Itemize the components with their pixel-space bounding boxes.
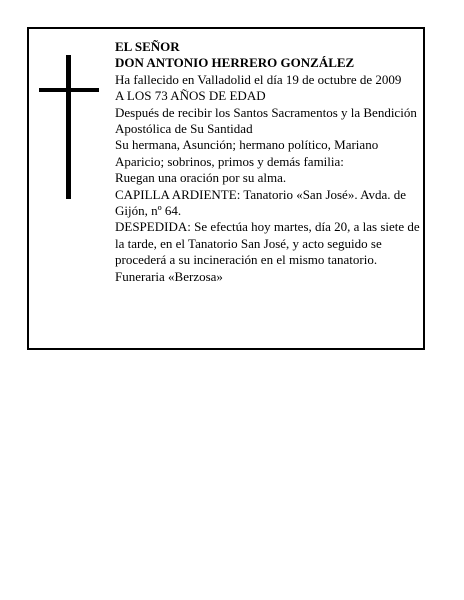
prayer-text: Ruegan una oración por su alma. [115,170,287,186]
notice-title: EL SEÑOR [115,39,180,54]
family-text: Su hermana, Asunción; hermano político, Mariano Aparicio; sobrinos, primos y demás familia: [115,137,379,169]
cross-vertical-bar [66,55,71,199]
funeral-home: Funeraria «Berzosa» [115,268,223,284]
deceased-name: DON ANTONIO HERRERO GONZÁLEZ [115,55,355,71]
age-line: A LOS 73 AÑOS DE EDAD [115,88,266,104]
chapel-text: CAPILLA ARDIENTE: Tanatorio «San José». Avda. de Gijón, nº 64. [115,186,407,219]
cross-horizontal-bar [39,88,99,92]
latin-cross-icon [39,55,99,199]
sacraments-text: Después de recibir los Santos Sacramentos y la Bendición Apostólica de Su Santidad [115,104,417,137]
obituary-notice [27,27,425,350]
notice-text [115,39,427,285]
farewell-text: DESPEDIDA: Se efectúa hoy martes, día 20, a las siete de la tarde, en el Tanatorio San José, y acto seguido se procederá a su incineración en el mismo tanatorio. [115,219,420,268]
death-line: Ha fallecido en Valladolid el día 19 de octubre de 2009 [115,71,402,87]
